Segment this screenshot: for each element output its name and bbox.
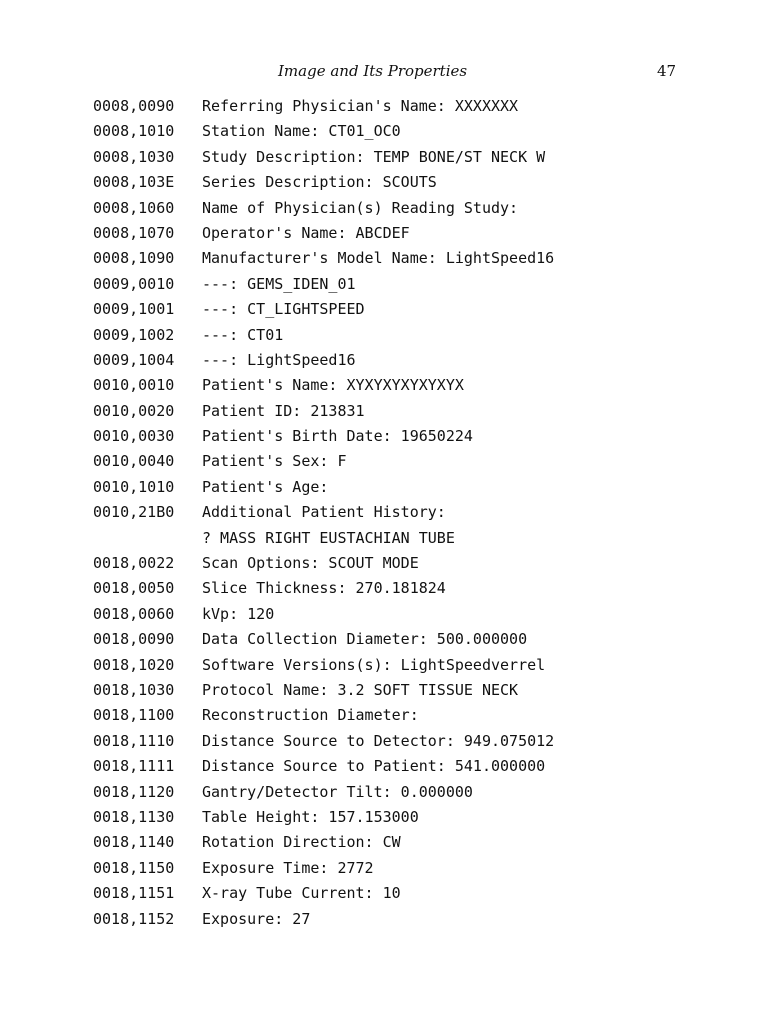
dicom-attribute: ---: CT_LIGHTSPEED [202, 300, 365, 319]
dicom-tag: 0010,0010 [93, 376, 175, 395]
listing-row [93, 246, 554, 271]
dicom-attribute: Distance Source to Detector: 949.075012 [202, 731, 555, 750]
dicom-attribute: Rotation Direction: CW [202, 833, 401, 852]
dicom-tag: 0008,1060 [93, 198, 175, 217]
listing-row [93, 551, 554, 576]
dicom-attribute: Name of Physician(s) Reading Study: [202, 198, 519, 217]
dicom-attribute: Additional Patient History: [202, 503, 446, 522]
dicom-attribute: X-ray Tube Current: 10 [202, 884, 401, 903]
dicom-tag: 0018,1152 [93, 909, 175, 928]
listing-row [93, 830, 554, 855]
dicom-attribute: Reconstruction Diameter: [202, 706, 419, 725]
dicom-tag [93, 526, 202, 551]
listing-row [93, 373, 554, 398]
listing-row [93, 449, 554, 474]
dicom-tag: 0010,0030 [93, 427, 175, 446]
dicom-attribute: Referring Physician's Name: XXXXXXX [202, 97, 519, 115]
dicom-attribute: Patient's Name: XYXYXYXYXYXYX [202, 376, 464, 395]
dicom-attribute: Station Name: CT01_OC0 [202, 122, 401, 141]
dicom-tag: 0010,21B0 [93, 503, 175, 522]
dicom-tag: 0010,0040 [93, 452, 175, 471]
listing-row [93, 881, 554, 906]
dicom-attribute: Data Collection Diameter: 500.000000 [202, 630, 528, 649]
dicom-attribute: Software Versions(s): LightSpeedverrel [202, 655, 546, 674]
listing-row [93, 170, 554, 195]
dicom-attribute: Table Height: 157.153000 [202, 807, 419, 826]
listing-row [93, 348, 554, 373]
dicom-tag: 0010,1010 [93, 477, 175, 496]
dicom-tag: 0018,1140 [93, 833, 175, 852]
dicom-attribute: Scan Options: SCOUT MODE [202, 554, 419, 573]
dicom-tag: 0009,1004 [93, 350, 175, 369]
listing-row [93, 653, 554, 678]
dicom-tag: 0008,1090 [93, 249, 175, 268]
dicom-tag: 0018,0060 [93, 604, 175, 623]
listing-row [93, 500, 554, 525]
dicom-tag: 0009,0010 [93, 274, 175, 293]
listing-row [93, 856, 554, 881]
dicom-tag: 0008,1070 [93, 223, 175, 242]
dicom-attribute: ? MASS RIGHT EUSTACHIAN TUBE [202, 528, 455, 547]
dicom-attribute: Patient's Sex: F [202, 452, 347, 471]
listing-row [93, 424, 554, 449]
listing-row [93, 907, 554, 932]
dicom-attribute: Protocol Name: 3.2 SOFT TISSUE NECK [202, 680, 519, 699]
dicom-tag: 0009,1002 [93, 325, 175, 344]
listing-row [93, 627, 554, 652]
dicom-attribute: Operator's Name: ABCDEF [202, 223, 410, 242]
dicom-attribute: Patient's Birth Date: 19650224 [202, 427, 473, 446]
dicom-tag: 0018,1120 [93, 782, 175, 801]
dicom-attribute: ---: CT01 [202, 325, 284, 344]
dicom-attribute: kVp: 120 [202, 604, 275, 623]
listing-row [93, 475, 554, 500]
dicom-tag: 0008,1030 [93, 147, 175, 166]
listing-row [93, 703, 554, 728]
listing-row [93, 729, 554, 754]
dicom-attribute: Gantry/Detector Tilt: 0.000000 [202, 782, 473, 801]
dicom-attribute: Study Description: TEMP BONE/ST NECK W [202, 147, 546, 166]
dicom-attribute: ---: GEMS_IDEN_01 [202, 274, 356, 293]
dicom-tag: 0018,1110 [93, 731, 175, 750]
listing-row [93, 221, 554, 246]
dicom-attribute: Exposure: 27 [202, 909, 311, 928]
page-number: 47 [657, 62, 677, 80]
listing-row [93, 602, 554, 627]
dicom-tag: 0018,1111 [93, 757, 175, 776]
listing-row [93, 526, 554, 551]
listing-row [93, 196, 554, 221]
dicom-header-listing [93, 94, 554, 932]
dicom-tag: 0018,1130 [93, 807, 175, 826]
listing-row [93, 805, 554, 830]
dicom-tag: 0008,1010 [93, 122, 175, 141]
listing-row [93, 297, 554, 322]
dicom-attribute: Series Description: SCOUTS [202, 173, 437, 192]
dicom-tag: 0018,1100 [93, 706, 175, 725]
dicom-tag: 0010,0020 [93, 401, 175, 420]
listing-row [93, 323, 554, 348]
listing-row [93, 780, 554, 805]
listing-row [93, 754, 554, 779]
listing-row [93, 678, 554, 703]
dicom-attribute: Exposure Time: 2772 [202, 858, 374, 877]
dicom-tag: 0008,103E [93, 173, 175, 192]
dicom-tag: 0018,1030 [93, 680, 175, 699]
dicom-tag: 0018,1150 [93, 858, 175, 877]
dicom-attribute: Slice Thickness: 270.181824 [202, 579, 446, 598]
dicom-attribute: Patient ID: 213831 [202, 401, 365, 420]
dicom-attribute: ---: LightSpeed16 [202, 350, 356, 369]
running-head [0, 60, 768, 82]
dicom-tag: 0018,0050 [93, 579, 175, 598]
dicom-attribute: Distance Source to Patient: 541.000000 [202, 757, 546, 776]
listing-row [93, 399, 554, 424]
dicom-attribute: Manufacturer's Model Name: LightSpeed16 [202, 249, 555, 268]
running-title: Image and Its Properties [278, 62, 468, 80]
dicom-tag: 0018,1151 [93, 884, 175, 903]
dicom-tag: 0018,0022 [93, 554, 175, 573]
dicom-tag: 0018,1020 [93, 655, 175, 674]
dicom-tag: 0008,0090 [93, 97, 175, 115]
listing-row [93, 272, 554, 297]
listing-row [93, 119, 554, 144]
listing-row [93, 94, 554, 119]
dicom-tag: 0009,1001 [93, 300, 175, 319]
dicom-tag: 0018,0090 [93, 630, 175, 649]
listing-row [93, 145, 554, 170]
dicom-attribute: Patient's Age: [202, 477, 329, 496]
listing-row [93, 576, 554, 601]
